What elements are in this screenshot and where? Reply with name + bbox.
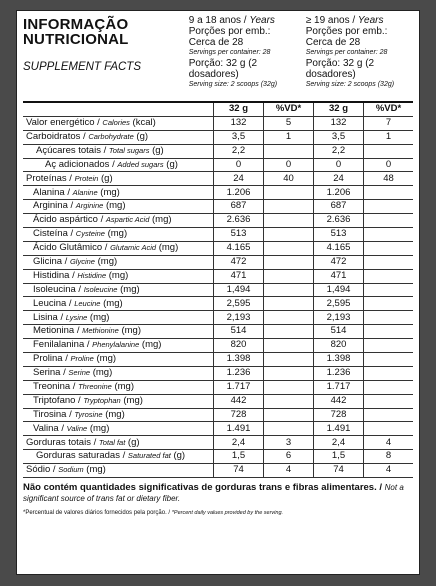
dv-youth-cell [264,408,314,422]
amount-adult-cell: 728 [314,408,364,422]
portions-approx: Cerca de 28 [188,37,244,48]
dv-adult-cell: 4 [364,464,414,478]
dv-youth-cell [264,422,314,436]
dv-adult-cell [364,241,414,255]
dv-youth-cell [264,283,314,297]
nutrient-name: Prolina / Proline (mg) [23,353,214,367]
amount-adult-cell: 2,4 [314,436,364,450]
portions-label: Porções por emb.: [305,26,388,37]
footnote-trans-fat: Não contém quantidades significativas de gorduras trans e fibras alimentares. / Not a significant source of trans fat or dietary fiber. [23,482,404,504]
amount-youth-cell: 820 [214,339,264,353]
dv-youth-cell: 5 [264,116,314,130]
table-row [23,228,413,242]
servings-en: Servings per container: 28 [305,49,388,56]
amount-adult-cell: 2,595 [314,297,364,311]
col-header-dv-adult: %VD* [364,102,414,116]
dv-youth-cell: 6 [264,450,314,464]
amount-adult-cell: 1.398 [314,353,364,367]
table-row [23,311,413,325]
amount-adult-cell: 1,494 [314,283,364,297]
header-col-adult [306,15,413,101]
subtitle: SUPPLEMENT FACTS [23,61,141,73]
dv-adult-cell [364,186,414,200]
amount-youth-cell: 1.717 [214,380,264,394]
amount-youth-cell: 2,2 [214,144,264,158]
dv-youth-cell: 0 [264,158,314,172]
amount-youth-cell: 1,494 [214,283,264,297]
amount-adult-cell: 513 [314,228,364,242]
dv-youth-cell [264,325,314,339]
table-row [23,130,413,144]
dv-adult-cell [364,394,414,408]
nutrient-name: Ácido Glutâmico / Glutamic Acid (mg) [23,241,214,255]
dv-adult-cell: 1 [364,130,414,144]
table-row [23,172,413,186]
nutrient-name: Ácido aspártico / Aspartic Acid (mg) [23,214,214,228]
amount-adult-cell: 1,5 [314,450,364,464]
dv-youth-cell [264,241,314,255]
table-row [23,339,413,353]
dv-youth-cell: 1 [264,130,314,144]
serving-size-en: Serving size: 2 scoops (32g) [305,81,395,88]
table-row [23,464,413,478]
table-row [23,269,413,283]
table-row [23,436,413,450]
dv-adult-cell: 48 [364,172,414,186]
dv-youth-cell [264,353,314,367]
dv-youth-cell [264,394,314,408]
amount-youth-cell: 471 [214,269,264,283]
header-title-block [23,15,165,101]
nutrient-name: Gorduras saturadas / Saturated fat (g) [23,450,214,464]
amount-youth-cell: 442 [214,394,264,408]
amount-adult-cell: 1.236 [314,366,364,380]
amount-adult-cell: 24 [314,172,364,186]
dv-youth-cell [264,200,314,214]
amount-adult-cell: 2,2 [314,144,364,158]
table-row [23,158,413,172]
nutrient-name: Aç adicionados / Added sugars (g) [23,158,214,172]
dv-youth-cell [264,214,314,228]
footnote-daily-value: *Percentual de valores diários fornecidos pela porção. / *Percent daily values provided by the serving. [23,510,284,517]
amount-youth-cell: 687 [214,200,264,214]
amount-youth-cell: 472 [214,255,264,269]
label-header [23,15,413,101]
amount-youth-cell: 3,5 [214,130,264,144]
table-row [23,325,413,339]
nutrient-name: Cisteína / Cysteine (mg) [23,228,214,242]
table-row [23,353,413,367]
dv-adult-cell [364,144,414,158]
dv-youth-cell: 40 [264,172,314,186]
table-row [23,255,413,269]
amount-adult-cell: 132 [314,116,364,130]
nutrient-name: Treonina / Threonine (mg) [23,380,214,394]
nutrient-name: Fenilalanina / Phenylalanine (mg) [23,339,214,353]
title-line1: INFORMAÇÃO [23,16,129,33]
dv-youth-cell [264,366,314,380]
amount-adult-cell: 442 [314,394,364,408]
nutrient-name: Isoleucina / Isoleucine (mg) [23,283,214,297]
nutrient-name: Metionina / Methionine (mg) [23,325,214,339]
amount-adult-cell: 0 [314,158,364,172]
nutrient-name: Histidina / Histidine (mg) [23,269,214,283]
table-row [23,380,413,394]
dv-adult-cell [364,325,414,339]
amount-youth-cell: 2.636 [214,214,264,228]
table-row [23,116,413,130]
dv-adult-cell [364,366,414,380]
amount-youth-cell: 4.165 [214,241,264,255]
nutrient-name: Glicina / Glycine (mg) [23,255,214,269]
amount-youth-cell: 728 [214,408,264,422]
table-row [23,450,413,464]
dv-adult-cell [364,380,414,394]
table-row [23,422,413,436]
servings-en: Servings per container: 28 [188,49,271,56]
amount-adult-cell: 471 [314,269,364,283]
dv-adult-cell [364,269,414,283]
dv-adult-cell [364,297,414,311]
amount-youth-cell: 1.206 [214,186,264,200]
blank-header [23,102,214,116]
amount-youth-cell: 0 [214,158,264,172]
table-row [23,366,413,380]
nutrient-name: Serina / Serine (mg) [23,366,214,380]
nutrient-name: Sódio / Sodium (mg) [23,464,214,478]
table-row [23,297,413,311]
table-row [23,408,413,422]
dv-adult-cell [364,255,414,269]
dv-youth-cell [264,228,314,242]
dv-youth-cell [264,255,314,269]
nutrient-name: Lisina / Lysine (mg) [23,311,214,325]
amount-adult-cell: 2,193 [314,311,364,325]
amount-adult-cell: 820 [314,339,364,353]
nutrient-name: Gorduras totais / Total fat (g) [23,436,214,450]
nutrient-name: Carboidratos / Carbohydrate (g) [23,130,214,144]
portions-label: Porções por emb.: [188,26,271,37]
title-line2: NUTRICIONAL [23,31,129,48]
header-col-youth [189,15,302,101]
nutrient-name: Alanina / Alanine (mg) [23,186,214,200]
nutrient-name: Triptofano / Tryptophan (mg) [23,394,214,408]
dv-adult-cell [364,228,414,242]
dv-adult-cell [364,311,414,325]
dv-adult-cell [364,283,414,297]
table-header-row [23,102,413,116]
amount-youth-cell: 24 [214,172,264,186]
col-header-dv-youth: %VD* [264,102,314,116]
nutrition-table [23,101,413,478]
amount-youth-cell: 2,595 [214,297,264,311]
serving-size-en: Serving size: 2 scoops (32g) [188,81,278,88]
amount-adult-cell: 687 [314,200,364,214]
dv-youth-cell [264,186,314,200]
amount-adult-cell: 1.206 [314,186,364,200]
dv-adult-cell: 4 [364,436,414,450]
age-range: 9 a 18 anos / Years [188,15,275,26]
col-header-amount-youth: 32 g [214,102,264,116]
amount-adult-cell: 74 [314,464,364,478]
table-row [23,394,413,408]
nutrient-name: Tirosina / Tyrosine (mg) [23,408,214,422]
nutrient-name: Valor energético / Calories (kcal) [23,116,214,130]
nutrient-name: Leucina / Leucine (mg) [23,297,214,311]
dv-adult-cell [364,353,414,367]
age-range: ≥ 19 anos / Years [305,15,384,26]
dv-adult-cell [364,339,414,353]
amount-adult-cell: 4.165 [314,241,364,255]
amount-youth-cell: 514 [214,325,264,339]
dv-youth-cell [264,297,314,311]
dv-youth-cell: 4 [264,464,314,478]
dv-adult-cell: 8 [364,450,414,464]
amount-youth-cell: 132 [214,116,264,130]
amount-adult-cell: 1.717 [314,380,364,394]
nutrition-label [16,10,420,575]
portion-size: Porção: 32 g (2 dosadores) [305,58,375,80]
dv-adult-cell [364,422,414,436]
table-row [23,241,413,255]
amount-youth-cell: 1,5 [214,450,264,464]
col-header-amount-adult: 32 g [314,102,364,116]
dv-adult-cell [364,214,414,228]
nutrient-name: Proteínas / Protein (g) [23,172,214,186]
amount-youth-cell: 1.398 [214,353,264,367]
amount-youth-cell: 1.236 [214,366,264,380]
amount-adult-cell: 2.636 [314,214,364,228]
table-row [23,283,413,297]
amount-adult-cell: 3,5 [314,130,364,144]
amount-youth-cell: 1.491 [214,422,264,436]
dv-youth-cell [264,269,314,283]
amount-youth-cell: 2,193 [214,311,264,325]
amount-adult-cell: 472 [314,255,364,269]
amount-adult-cell: 1.491 [314,422,364,436]
table-row [23,200,413,214]
table-row [23,186,413,200]
nutrient-name: Açúcares totais / Total sugars (g) [23,144,214,158]
amount-youth-cell: 513 [214,228,264,242]
dv-adult-cell [364,408,414,422]
dv-youth-cell [264,311,314,325]
dv-youth-cell [264,144,314,158]
dv-youth-cell: 3 [264,436,314,450]
dv-youth-cell [264,380,314,394]
dv-adult-cell [364,200,414,214]
amount-youth-cell: 2,4 [214,436,264,450]
dv-adult-cell: 0 [364,158,414,172]
nutrient-name: Arginina / Arginine (mg) [23,200,214,214]
portion-size: Porção: 32 g (2 dosadores) [188,58,258,80]
portions-approx: Cerca de 28 [305,37,361,48]
dv-adult-cell: 7 [364,116,414,130]
amount-adult-cell: 514 [314,325,364,339]
table-row [23,144,413,158]
dv-youth-cell [264,339,314,353]
amount-youth-cell: 74 [214,464,264,478]
nutrient-name: Valina / Valine (mg) [23,422,214,436]
table-row [23,214,413,228]
